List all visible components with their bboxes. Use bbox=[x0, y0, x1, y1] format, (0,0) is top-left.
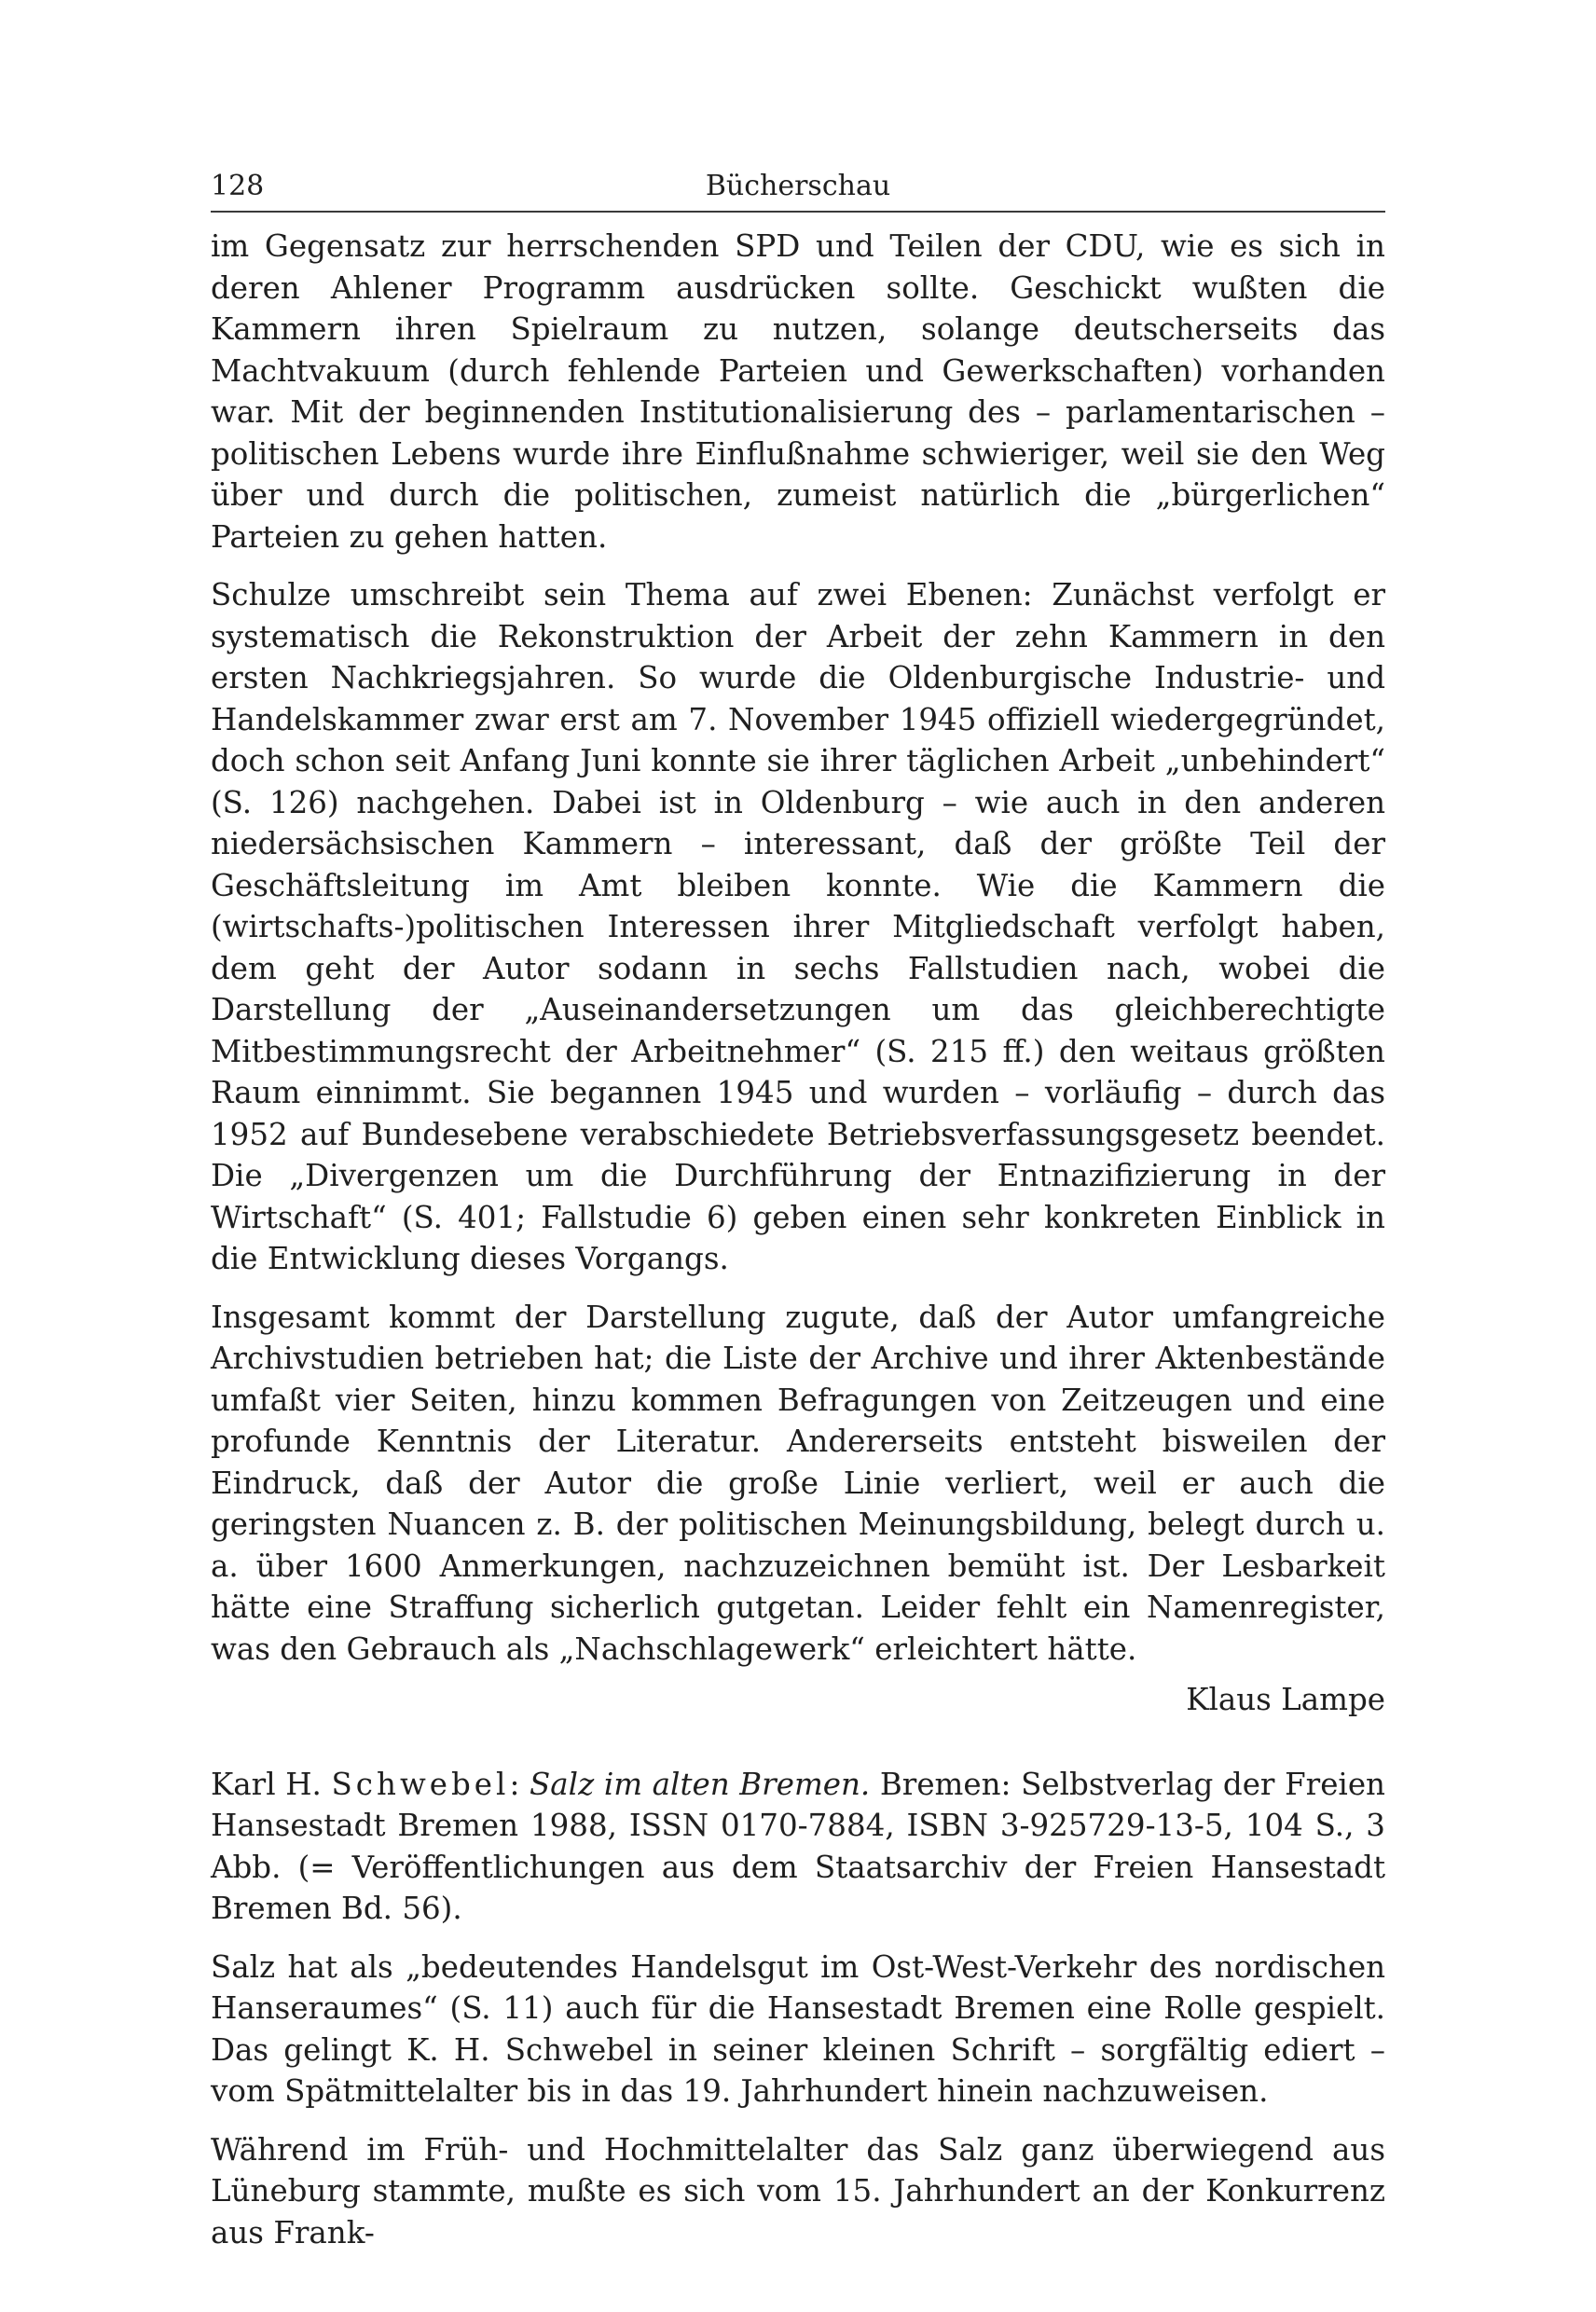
page-content bbox=[211, 226, 1385, 2253]
document-page bbox=[211, 158, 1385, 2270]
review-schwebel bbox=[211, 1764, 1385, 2254]
reviewer-name: Klaus Lampe bbox=[1186, 1682, 1385, 1717]
running-title: Bücherschau bbox=[705, 170, 891, 202]
paragraph: Insgesamt kommt der Darstellung zugute, daß der Autor umfangreiche Archivstudien betrieben hat; die Liste der Archive und ihrer Aktenbestände umfaßt vier Seiten, hinzu kommen Befragungen von Zeitzeugen und eine profunde Kenntnis der Literatur. Andererseits entsteht bisweilen der Eindruck, daß der Autor die große Linie verliert, weil er auch die geringsten Nuancen z. B. der politischen Meinungsbildung, belegt durch u. a. über 1600 Anmerkungen, nachzuzeichnen bemüht ist. Der Lesbarkeit hätte eine Straffung sicherlich gutgetan. Leider fehlt ein Namenregister, was den Gebrauch als „Nachschlagewerk“ erleichtert hätte. bbox=[211, 1299, 1385, 1667]
citation-title: Salz im alten Bremen. bbox=[530, 1766, 871, 1802]
bibliographic-citation bbox=[211, 1764, 1385, 1930]
paragraph: Während im Früh- und Hochmittelalter das Salz ganz überwiegend aus Lüneburg stammte, mußte es sich vom 15. Jahrhundert an der Konkurrenz aus Frank- bbox=[211, 2131, 1385, 2250]
page-number: 128 bbox=[211, 170, 265, 202]
citation-author-last: Schwebel bbox=[331, 1766, 510, 1802]
paragraph: Salz hat als „bedeutendes Handelsgut im Ost-West-Verkehr des nordischen Hanseraumes“ (S. 11) auch für die Hansestadt Bremen eine Rolle gespielt. Das gelingt K. H. Schwebel in seiner kleinen Schrift – sorgfältig ediert – vom Spätmittelalter bis in das 19. Jahrhundert hinein nachzuweisen. bbox=[211, 1948, 1385, 2109]
citation-author-first: Karl H. bbox=[211, 1766, 322, 1802]
reviewer-signature bbox=[211, 1679, 1385, 1721]
paragraph: Schulze umschreibt sein Thema auf zwei Ebenen: Zunächst verfolgt er systematisch die Rekonstruktion der Arbeit der zehn Kammern in den ersten Nachkriegsjahren. So wurde die Oldenburgische Industrie- und Handelskammer zwar erst am 7. November 1945 offiziell wiedergegründet, doch schon seit Anfang Juni konnte sie ihrer täglichen Arbeit „unbehindert“ (S. 126) nachgehen. Dabei ist in Oldenburg – wie auch in den anderen niedersächsischen Kammern – interessant, daß der größte Teil der Geschäftsleitung im Amt bleiben konnte. Wie die Kammern die (wirtschafts-)politischen Interessen ihrer Mitgliedschaft verfolgt haben, dem geht der Autor sodann in sechs Fallstudien nach, wobei die Darstellung der „Auseinandersetzungen um das gleichberechtigte Mitbestimmungsrecht der Arbeitnehmer“ (S. 215 ff.) den weitaus größten Raum einnimmt. Sie begannen 1945 und wurden – vorläufig – durch das 1952 auf Bundesebene verabschiedete Betriebsverfassungsgesetz beendet. Die „Divergenzen um die Durchführung der Entnazifizierung in der Wirtschaft“ (S. 401; Fallstudie 6) geben einen sehr konkreten Einblick in die Entwicklung dieses Vorgangs. bbox=[211, 577, 1385, 1276]
citation-details: Bremen: Selbstverlag der Freien Hansestadt Bremen 1988, ISSN 0170-7884, ISBN 3-925729-13-5, 104 S., 3 Abb. (= Veröffentlichungen aus dem Staatsarchiv der Freien Hansestadt Bremen Bd. 56). bbox=[211, 1766, 1385, 1926]
section-gap bbox=[211, 1721, 1385, 1764]
citation-colon: : bbox=[509, 1766, 520, 1802]
running-head bbox=[211, 158, 1385, 213]
review-schulze bbox=[211, 226, 1385, 1721]
paragraph: im Gegensatz zur herrschenden SPD und Teilen der CDU, wie es sich in deren Ahlener Programm ausdrücken sollte. Geschickt wußten die Kammern ihren Spielraum zu nutzen, solange deutscherseits das Machtvakuum (durch fehlende Parteien und Gewerkschaften) vorhanden war. Mit der beginnenden Institutionalisierung des – parlamentarischen – politischen Lebens wurde ihre Einflußnahme schwieriger, weil sie den Weg über und durch die politischen, zumeist natürlich die „bürgerlichen“ Parteien zu gehen hatten. bbox=[211, 228, 1385, 555]
